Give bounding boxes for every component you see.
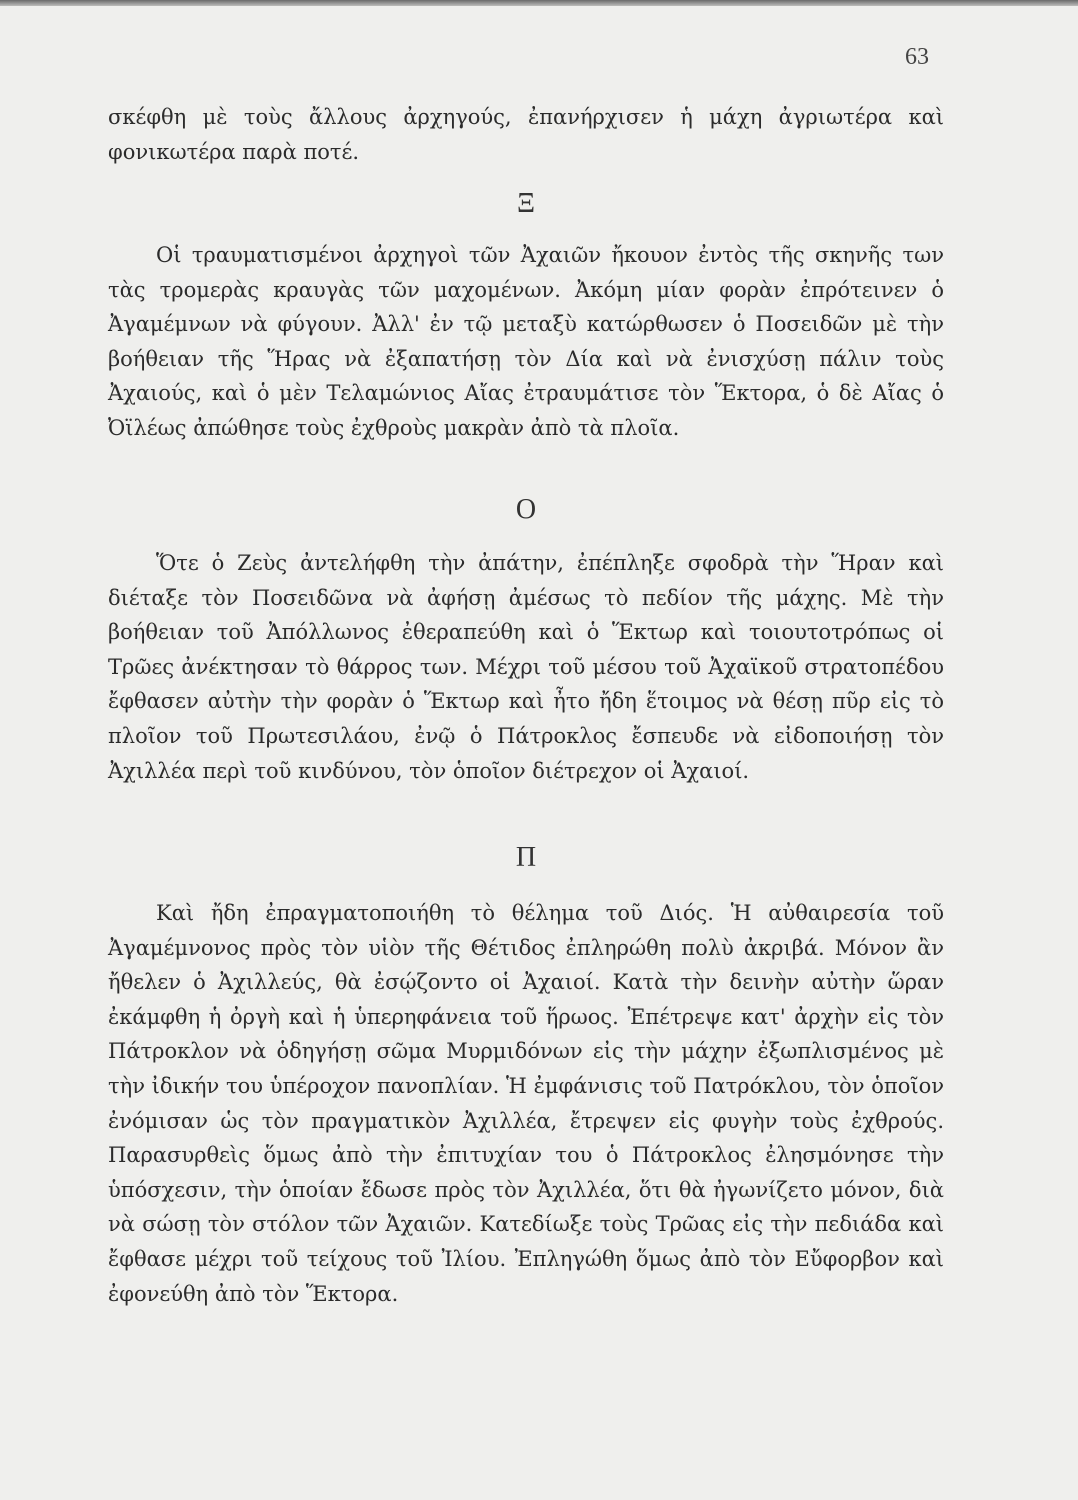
page-top-edge — [0, 0, 1078, 6]
opening-paragraph — [108, 100, 944, 169]
section-heading-omicron: Ο — [515, 494, 537, 525]
section-heading-xi: Ξ — [516, 188, 535, 219]
opening-text: σκέφθη μὲ τοὺς ἄλλους ἀρχηγούς, ἐπανήρχισεν ἡ μάχη ἀγριωτέρα καὶ φονικωτέρα παρὰ ποτέ. — [108, 105, 944, 164]
section-heading-pi: Π — [515, 842, 537, 873]
section-omicron-paragraph — [108, 546, 944, 788]
section-pi-paragraph — [108, 896, 944, 1311]
section-xi-paragraph — [108, 238, 944, 446]
section-xi-text: Οἱ τραυματισμένοι ἀρχηγοὶ τῶν Ἀχαιῶν ἤκουον ἐντὸς τῆς σκηνῆς των τὰς τρομερὰς κραυγὰς τῶν μαχομένων. Ἀκόμη μίαν φορὰν ἐπρότεινεν ὁ Ἀγαμέμνων νὰ φύγουν. Ἀλλ' ἐν τῷ μεταξὺ κατώρθωσεν ὁ Ποσειδῶν μὲ τὴν βοήθειαν τῆς Ἥρας νὰ ἐξαπατήσῃ τὸν Δία καὶ νὰ ἐνισχύσῃ πάλιν τοὺς Ἀχαιούς, καὶ ὁ μὲν Τελαμώνιος Αἴας ἐτραυμάτισε τὸν Ἕκτορα, ὁ δὲ Αἴας ὁ Ὀϊλέως ἀπώθησε τοὺς ἐχθροὺς μακρὰν ἀπὸ τὰ πλοῖα. — [108, 243, 944, 440]
page-number: 63 — [905, 44, 929, 70]
section-omicron-text: Ὅτε ὁ Ζεὺς ἀντελήφθη τὴν ἀπάτην, ἐπέπληξε σφοδρὰ τὴν Ἥραν καὶ διέταξε τὸν Ποσειδῶνα νὰ ἀφήσῃ ἀμέσως τὸ πεδίον τῆς μάχης. Μὲ τὴν βοήθειαν τοῦ Ἀπόλλωνος ἐθεραπεύθη καὶ ὁ Ἕκτωρ καὶ τοιουτοτρόπως οἱ Τρῶες ἀνέκτησαν τὸ θάρρος των. Μέχρι τοῦ μέσου τοῦ Ἀχαϊκοῦ στρατοπέδου ἔφθασεν αὐτὴν τὴν φορὰν ὁ Ἕκτωρ καὶ ἦτο ἤδη ἕτοιμος νὰ θέσῃ πῦρ εἰς τὸ πλοῖον τοῦ Πρωτεσιλάου, ἐνῷ ὁ Πάτροκλος ἔσπευδε νὰ εἰδοποιήσῃ τὸν Ἀχιλλέα περὶ τοῦ κινδύνου, τὸν ὁποῖον διέτρεχον οἱ Ἀχαιοί. — [108, 551, 944, 783]
section-pi-text: Καὶ ἤδη ἐπραγματοποιήθη τὸ θέλημα τοῦ Διός. Ἡ αὐθαιρεσία τοῦ Ἀγαμέμνονος πρὸς τὸν υἱὸν τῆς Θέτιδος ἐπληρώθη πολὺ ἀκριβά. Μόνον ἂν ἤθελεν ὁ Ἀχιλλεύς, θὰ ἐσῴζοντο οἱ Ἀχαιοί. Κατὰ τὴν δεινὴν αὐτὴν ὥραν ἐκάμφθη ἡ ὀργὴ καὶ ἡ ὑπερηφάνεια τοῦ ἥρωος. Ἐπέτρεψε κατ' ἀρχὴν εἰς τὸν Πάτροκλον νὰ ὁδηγήσῃ σῶμα Μυρμιδόνων εἰς τὴν μάχην ἐξωπλισμένος μὲ τὴν ἰδικήν του ὑπέροχον πανοπλίαν. Ἡ ἐμφάνισις τοῦ Πατρόκλου, τὸν ὁποῖον ἐνόμισαν ὡς τὸν πραγματικὸν Ἀχιλλέα, ἔτρεψεν εἰς φυγὴν τοὺς ἐχθρούς. Παρασυρθεὶς ὅμως ἀπὸ τὴν ἐπιτυχίαν του ὁ Πάτροκλος ἐλησμόνησε τὴν ὑπόσχεσιν, τὴν ὁποίαν ἔδωσε πρὸς τὸν Ἀχιλλέα, ὅτι θὰ ἠγωνίζετο μόνον, διὰ νὰ σώσῃ τὸν στόλον τῶν Ἀχαιῶν. Κατεδίωξε τοὺς Τρῶας εἰς τὴν πεδιάδα καὶ ἔφθασε μέχρι τοῦ τείχους τοῦ Ἰλίου. Ἐπληγώθη ὅμως ἀπὸ τὸν Εὔφορβον καὶ ἐφονεύθη ἀπὸ τὸν Ἕκτορα. — [108, 901, 944, 1306]
